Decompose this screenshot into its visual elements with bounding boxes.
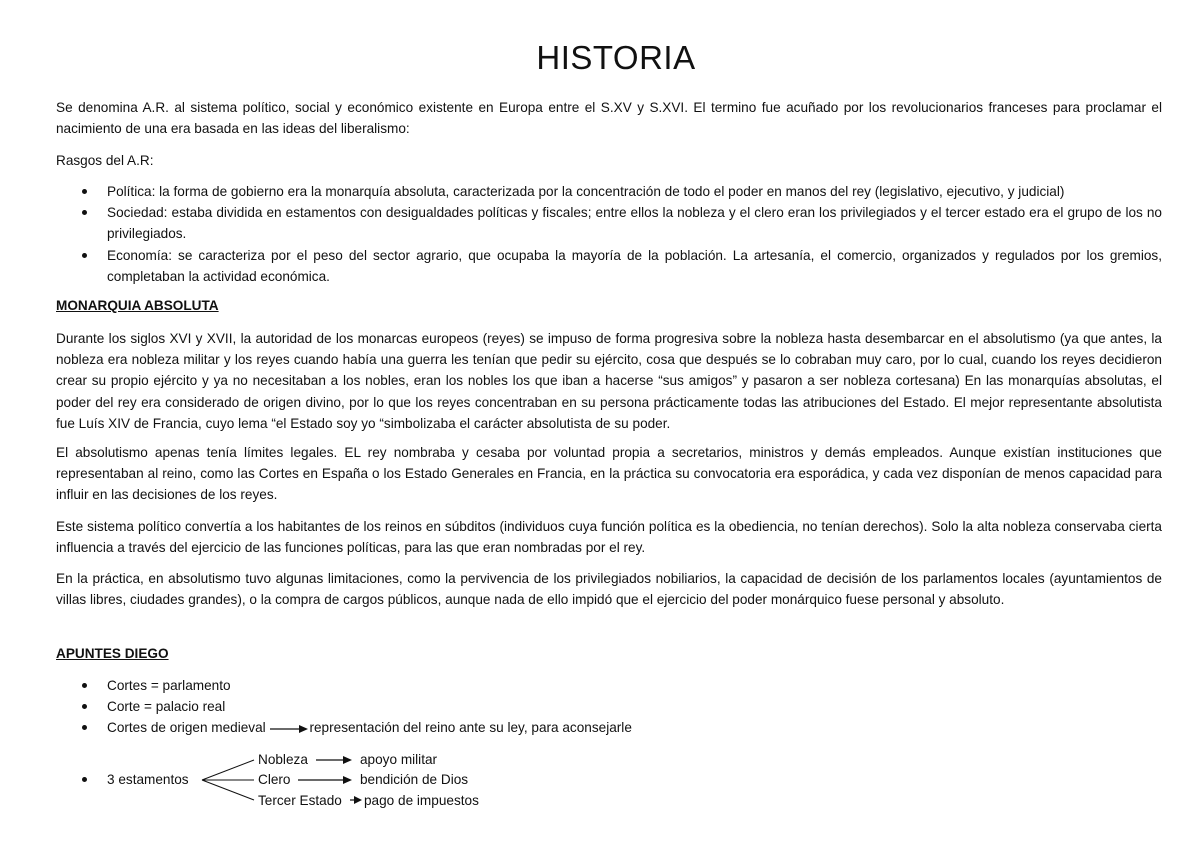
- arrow-right-icon: [270, 724, 308, 734]
- paragraph: Durante los siglos XVI y XVII, la autoridad de los monarcas europeos (reyes) se impuso de forma progresiva sobre la nobleza hasta desembarcar en el absolutismo (ya que antes, la nobleza era nobleza militar y los reyes cuando había una guerra les tenían que pedir su ejército, cosa que después se lo cobraban muy caro, por lo cual, cuando los reyes decidieron crear su propio ejército y ya no necesitaban a los nobles, eran los nobles los que iban a hacerse “sus amigos” y pasaron a ser nobleza cortesana) En las monarquías absolutas, el poder del rey era considerado de origen divino, por lo que los reyes concentraban en su persona prácticamente todas las atribuciones del Estado. El mejor representante absolutista fue Luís XIV de Francia, cuyo lema “el Estado soy yo “simbolizaba el carácter absolutista de su poder.: [56, 331, 1162, 431]
- list-item: Economía: se caracteriza por el peso del sector agrario, que ocupaba la mayoría de la población. La artesanía, el comercio, organizados y regulados por los gremios, completaban la actividad económica.: [56, 245, 1162, 287]
- section-heading-monarquia: MONARQUIA ABSOLUTA: [56, 298, 219, 313]
- arrow-right-icon: [298, 776, 352, 784]
- branch-right-label: bendición de Dios: [360, 772, 469, 787]
- list-item: Sociedad: estaba dividida en estamentos con desigualdades políticas y fiscales; entre ellos la nobleza y el clero eran los privilegiados y el tercer estado era el grupo de los no privilegiados.: [56, 202, 1162, 244]
- bullet-icon: [82, 210, 87, 215]
- rasgos-list: [56, 181, 1162, 287]
- bullet-icon: [82, 189, 87, 194]
- bullet-icon: [82, 777, 87, 782]
- branch-left-label: Nobleza: [258, 752, 308, 767]
- apuntes-list: [56, 675, 1162, 739]
- list-item: Corte = palacio real: [56, 696, 1162, 717]
- bullet-icon: [82, 704, 87, 709]
- list-item: Cortes de origen medieval representación del reino ante su ley, para aconsejarle: [56, 717, 1162, 738]
- branch-right-label: pago de impuestos: [364, 793, 479, 808]
- intro-paragraph: Se denomina A.R. al sistema político, social y económico existente en Europa entre el S.XV y S.XVI. El termino fue acuñado por los revolucionarios franceses para proclamar el nacimiento de una era basada en las ideas del liberalismo:: [56, 100, 1162, 137]
- list-item: Política: la forma de gobierno era la monarquía absoluta, caracterizada por la concentración de todo el poder en manos del rey (legislativo, ejecutivo, y judicial): [56, 181, 1162, 202]
- list-item: Cortes = parlamento: [56, 675, 1162, 696]
- branch-line: [202, 780, 254, 800]
- paragraph: El absolutismo apenas tenía límites legales. EL rey nombraba y cesaba por voluntad propia a secretarios, ministros y demás empleados. Aunque existían instituciones que representaban al reino, como las Cortes en España o los Estado Generales en Francia, en la práctica su convocatoria era esporádica, y cada vez disponían de menos capacidad para influir en las decisiones de los reyes.: [56, 445, 1162, 503]
- branch-right-label: apoyo militar: [360, 752, 438, 767]
- estamentos-label: 3 estamentos: [107, 772, 189, 787]
- paragraph: Este sistema político convertía a los habitantes de los reinos en súbditos (individuos cuya función política es la obediencia, no tenían derechos). Solo la alta nobleza conservaba cierta influencia a través del ejercicio de las funciones políticas, para las que eran nombradas por el rey.: [56, 519, 1162, 556]
- bullet-icon: [82, 253, 87, 258]
- branch-left-label: Tercer Estado: [258, 793, 342, 808]
- rasgos-label: Rasgos del A.R:: [56, 153, 154, 168]
- paragraph: En la práctica, en absolutismo tuvo algunas limitaciones, como la pervivencia de los privilegiados nobiliarios, la capacidad de decisión de los parlamentos locales (ayuntamientos de villas libres, ciudades grandes), o la compra de cargos públicos, aunque nada de ello impidó que el ejercicio del poder monárquico fuese personal y absoluto.: [56, 571, 1162, 608]
- arrow-right-icon: [350, 796, 362, 804]
- bullet-icon: [82, 725, 87, 730]
- arrow-right-icon: [316, 756, 352, 764]
- branch-line: [202, 760, 254, 780]
- page-title: HISTORIA: [536, 39, 696, 76]
- bullet-icon: [82, 683, 87, 688]
- branch-left-label: Clero: [258, 772, 291, 787]
- section-heading-apuntes: APUNTES DIEGO: [56, 646, 169, 661]
